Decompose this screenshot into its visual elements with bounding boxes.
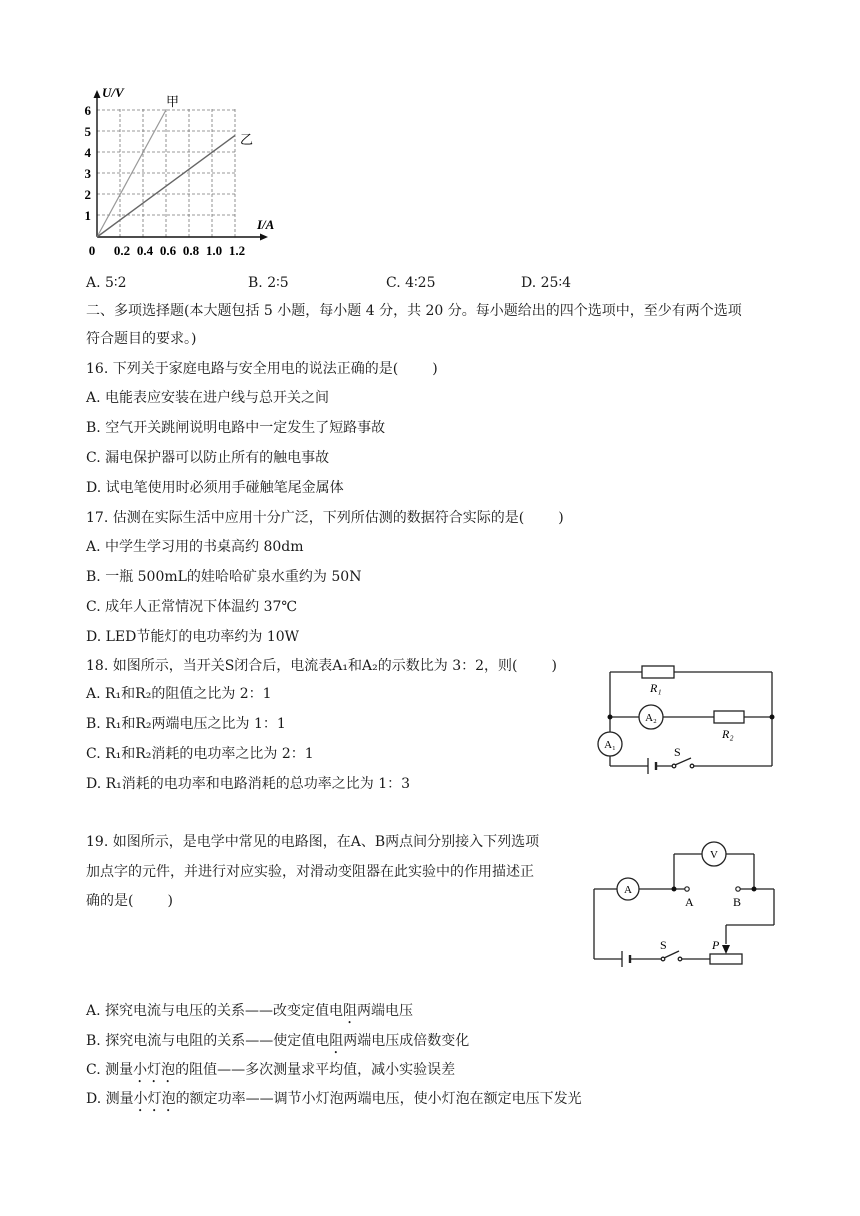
q15-option-b[interactable]: B. 2∶5 <box>248 275 289 291</box>
q18-option-c[interactable]: C. R₁和R₂消耗的电功率之比为 2：1 <box>86 746 314 762</box>
q19-circuit <box>588 838 788 968</box>
q17-option-a[interactable]: A. 中学生学习用的书桌高约 80dm <box>86 539 304 555</box>
q18-circuit <box>588 658 788 778</box>
x-tick-1.0: 1.0 <box>205 243 223 258</box>
q19-option-a[interactable]: A. 探究电流与电压的关系——改变定值电阻两端电压 <box>86 1003 414 1019</box>
a1-label: A₁ <box>604 739 616 751</box>
point-a-label: A <box>685 895 694 909</box>
q19-option-c[interactable]: C. 测量小灯泡的阻值——多次测量求平均值，减小实验误差 <box>86 1062 456 1078</box>
junction-right-top <box>752 887 757 892</box>
section2-header-line1: 二、多项选择题(本大题包括 5 小题，每小题 4 分，共 20 分。每小题给出的四个选项中，至少有两个选项 <box>86 303 742 319</box>
q15-option-a[interactable]: A. 5∶2 <box>86 275 127 291</box>
terminal-b-symbol <box>736 887 740 891</box>
x-tick-0.6: 0.6 <box>159 243 177 258</box>
line-jia-label: 甲 <box>166 95 180 110</box>
switch-symbol <box>672 758 694 768</box>
q16-option-a[interactable]: A. 电能表应安装在进户线与总开关之间 <box>86 390 330 406</box>
line-jia <box>97 110 166 237</box>
battery-symbol <box>648 758 656 774</box>
q17-stem: 17. 估测在实际生活中应用十分广泛，下列所估测的数据符合实际的是( ) <box>86 510 564 526</box>
s-label: S <box>674 745 681 759</box>
q17-option-c[interactable]: C. 成年人正常情况下体温约 37℃ <box>86 599 298 615</box>
x-tick-0.8: 0.8 <box>182 243 200 258</box>
point-b-label: B <box>733 895 742 909</box>
q19-stem-line2: 加点字的元件，并进行对应实验，对滑动变阻器在此实验中的作用描述正 <box>86 864 534 880</box>
q18-stem: 18. 如图所示，当开关S闭合后，电流表A₁和A₂的示数比为 3：2，则( ) <box>86 658 557 674</box>
y-tick-5: 5 <box>84 124 91 139</box>
a-meter-label: A <box>624 884 632 896</box>
q18-option-a[interactable]: A. R₁和R₂的阻值之比为 2：1 <box>86 686 272 702</box>
x-tick-0.2: 0.2 <box>113 243 131 258</box>
q19-option-d[interactable]: D. 测量小灯泡的额定功率——调节小灯泡两端电压，使小灯泡在额定电压下发光 <box>86 1091 582 1107</box>
q16-option-d[interactable]: D. 试电笔使用时必须用手碰触笔尾金属体 <box>86 480 344 496</box>
y-tick-1: 1 <box>84 208 91 223</box>
q19-option-b[interactable]: B. 探究电流与电阻的关系——使定值电阻两端电压成倍数变化 <box>86 1033 470 1049</box>
y-tick-4: 4 <box>84 145 91 160</box>
q15-option-d[interactable]: D. 25∶4 <box>521 275 572 291</box>
y-tick-3: 3 <box>84 166 91 181</box>
q16-option-b[interactable]: B. 空气开关跳闸说明电路中一定发生了短路事故 <box>86 420 386 436</box>
q18-option-b[interactable]: B. R₁和R₂两端电压之比为 1：1 <box>86 716 286 732</box>
q18-option-d[interactable]: D. R₁消耗的电功率和电路消耗的总功率之比为 1：3 <box>86 776 411 792</box>
s19-label: S <box>660 938 667 952</box>
q17-option-d[interactable]: D. LED节能灯的电功率约为 10W <box>86 629 300 645</box>
battery-symbol-19 <box>622 951 630 967</box>
r2-label: R₂ <box>722 727 734 741</box>
graph-y-label: U/V <box>102 85 124 100</box>
graph-origin: 0 <box>88 243 96 258</box>
terminal-a-symbol <box>685 887 689 891</box>
q16-option-c[interactable]: C. 漏电保护器可以防止所有的触电事故 <box>86 450 330 466</box>
x-tick-0.4: 0.4 <box>136 243 154 258</box>
q19-stem-line3: 确的是( ) <box>86 893 173 909</box>
ui-graph <box>80 82 290 272</box>
y-tick-2: 2 <box>84 187 91 202</box>
junction-right <box>770 715 775 720</box>
r1-label: R₁ <box>650 681 662 695</box>
resistor-r1-symbol <box>642 666 674 678</box>
junction-left <box>608 715 613 720</box>
rheostat-symbol <box>710 954 742 964</box>
v-label: V <box>710 849 718 861</box>
switch-symbol-19 <box>661 951 682 961</box>
a2-label: A₂ <box>645 712 657 724</box>
q15-option-c[interactable]: C. 4∶25 <box>386 275 436 291</box>
resistor-r2-symbol <box>714 711 744 723</box>
graph-grid <box>97 109 235 237</box>
q19-stem-line1: 19. 如图所示，是电学中常见的电路图，在A、B两点间分别接入下列选项 <box>86 834 540 850</box>
p-label: P <box>712 938 720 952</box>
junction-left-top <box>672 887 677 892</box>
q17-option-b[interactable]: B. 一瓶 500mL的娃哈哈矿泉水重约为 50N <box>86 569 362 585</box>
x-tick-1.2: 1.2 <box>228 243 246 258</box>
q16-stem: 16. 下列关于家庭电路与安全用电的说法正确的是( ) <box>86 361 438 377</box>
graph-x-label: I/A <box>257 217 275 232</box>
y-tick-6: 6 <box>84 103 91 118</box>
section2-header-line2: 符合题目的要求。) <box>86 331 197 347</box>
line-yi-label: 乙 <box>240 133 254 148</box>
slider-arrow <box>722 945 730 954</box>
